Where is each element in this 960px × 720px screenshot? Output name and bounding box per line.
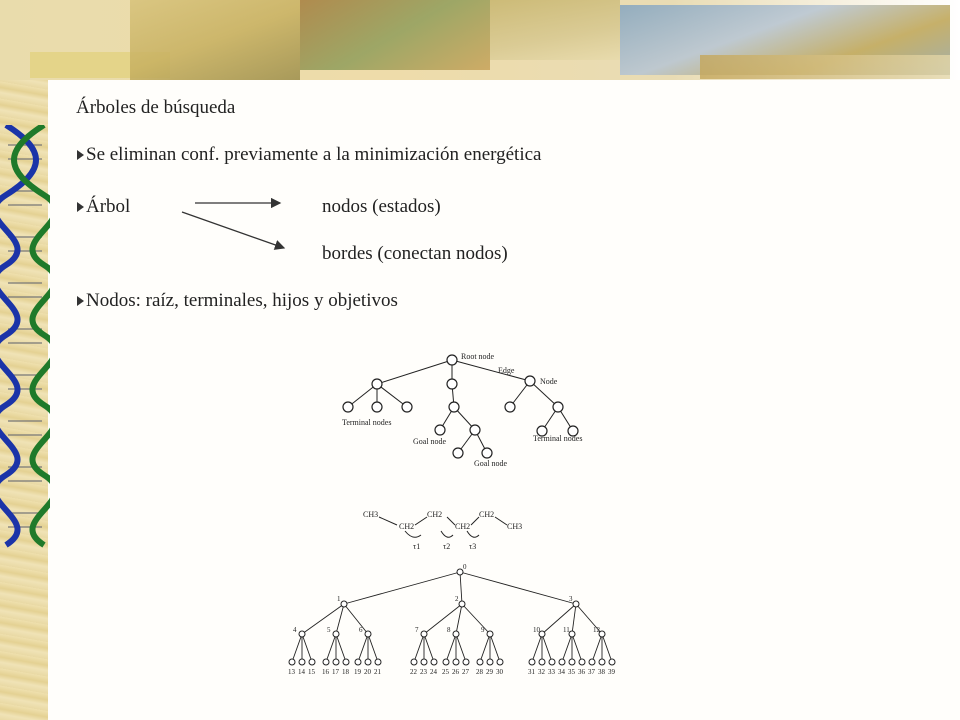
tree-leaf-circle [411, 659, 417, 665]
torsion-label-2: τ2 [443, 542, 451, 551]
tree-leaf-circle [497, 659, 503, 665]
arrow-bullet-icon [77, 202, 84, 212]
tree-leaf-label: 31 [528, 668, 535, 676]
tree-leaf-circle [487, 659, 493, 665]
butane-torsion-diagram [355, 505, 555, 555]
bullet-eliminate: Se eliminan conf. previamente a la minimización energética [86, 144, 542, 165]
tree-node-level2-label: 5 [327, 626, 331, 634]
tree-leaf-label: 23 [420, 668, 427, 676]
tree-leaf-label: 35 [568, 668, 575, 676]
tree-leaf-label: 26 [452, 668, 459, 676]
tree-leaf-label: 32 [538, 668, 545, 676]
tree-leaf-circle [333, 659, 339, 665]
tree-node-level1-circle [573, 601, 579, 607]
tree-node-level2-label: 6 [359, 626, 363, 634]
tree-leaf-circle [549, 659, 555, 665]
terminal-nodes-right-label: Terminal nodes [533, 434, 583, 443]
tree-leaf-label: 33 [548, 668, 555, 676]
tree-leaf-label: 30 [496, 668, 503, 676]
tree-leaf-circle [289, 659, 295, 665]
tree-leaf-label: 24 [430, 668, 437, 676]
group-ch3-left: CH3 [363, 510, 379, 519]
tree-leaf-label: 29 [486, 668, 493, 676]
tree-leaf-circle [599, 659, 605, 665]
branch-edges-text: bordes (conectan nodos) [322, 243, 508, 264]
tree-node-level2-label: 11 [563, 626, 570, 634]
tree-leaf-label: 22 [410, 668, 417, 676]
goal-node-label-1: Goal node [413, 437, 447, 446]
arrow-bullet-icon [77, 150, 84, 160]
tree-leaf-label: 36 [578, 668, 585, 676]
tree-leaf-circle [453, 659, 459, 665]
edge-label: Edge [498, 366, 515, 375]
tree-leaf-circle [559, 659, 565, 665]
tree-leaf-label: 16 [322, 668, 329, 676]
tree-leaf-label: 19 [354, 668, 361, 676]
tree-leaf-circle [343, 659, 349, 665]
numbered-search-tree [280, 562, 640, 684]
tree-node-level1-circle [341, 601, 347, 607]
leaf-photo-banner [0, 0, 960, 80]
tree-leaf-label: 27 [462, 668, 469, 676]
tree-leaf-circle [309, 659, 315, 665]
tree-leaf-circle [579, 659, 585, 665]
tree-node-level2-circle [333, 631, 339, 637]
tree-leaf-label: 18 [342, 668, 349, 676]
tree-leaf-circle [569, 659, 575, 665]
tree-node-level2-circle [487, 631, 493, 637]
bullet-arbol: Árbol [86, 196, 131, 217]
tree-leaf-circle [421, 659, 427, 665]
arrow-bullet-icon [77, 296, 84, 306]
tree-node-level2-label: 9 [481, 626, 485, 634]
tree-node-level2-circle [453, 631, 459, 637]
tree-leaf-label: 38 [598, 668, 605, 676]
tree-leaf-label: 20 [364, 668, 371, 676]
group-ch3-right: CH3 [507, 522, 523, 531]
torsion-label-1: τ1 [413, 542, 421, 551]
bullet-nodos: Nodos: raíz, terminales, hijos y objetivos [86, 290, 398, 311]
tree-leaf-circle [477, 659, 483, 665]
tree-leaf-label: 13 [288, 668, 295, 676]
branch-arrows [180, 190, 300, 260]
tree-leaf-label: 21 [374, 668, 381, 676]
tree-node-level1-label: 3 [569, 595, 573, 603]
tree-leaf-circle [375, 659, 381, 665]
tree-node-level2-circle [365, 631, 371, 637]
group-ch2-2: CH2 [427, 510, 443, 519]
tree-leaf-label: 25 [442, 668, 449, 676]
tree-leaf-circle [443, 659, 449, 665]
tree-node-level1-label: 1 [337, 595, 341, 603]
group-ch2-4: CH2 [479, 510, 495, 519]
group-ch2-1: CH2 [399, 522, 415, 531]
tree-node-level2-circle [569, 631, 575, 637]
tree-node-level2-label: 7 [415, 626, 419, 634]
tree-node-level2-circle [421, 631, 427, 637]
group-ch2-3: CH2 [455, 522, 471, 531]
tree-leaf-circle [299, 659, 305, 665]
tree-leaf-label: 34 [558, 668, 565, 676]
dna-helix-icon [0, 125, 50, 555]
tree-leaf-circle [539, 659, 545, 665]
tree-node-level2-label: 12 [593, 626, 600, 634]
goal-node-label-2: Goal node [474, 459, 508, 468]
tree-node-root-label: 0 [463, 563, 467, 571]
slide-title: Árboles de búsqueda [76, 97, 236, 118]
tree-leaf-label: 15 [308, 668, 315, 676]
tree-leaf-label: 39 [608, 668, 615, 676]
root-node-label: Root node [461, 352, 495, 361]
tree-node-level2-label: 4 [293, 626, 297, 634]
tree-leaf-label: 28 [476, 668, 483, 676]
tree-leaf-circle [529, 659, 535, 665]
node-label: Node [540, 377, 558, 386]
tree-node-level1-circle [459, 601, 465, 607]
tree-leaf-circle [589, 659, 595, 665]
tree-leaf-circle [355, 659, 361, 665]
tree-leaf-circle [431, 659, 437, 665]
tree-leaf-label: 14 [298, 668, 305, 676]
tree-node-level2-label: 10 [533, 626, 540, 634]
tree-leaf-circle [323, 659, 329, 665]
tree-leaf-circle [365, 659, 371, 665]
tree-node-level2-label: 8 [447, 626, 451, 634]
torsion-label-3: τ3 [469, 542, 477, 551]
tree-node-level1-label: 2 [455, 595, 459, 603]
branch-nodes-text: nodos (estados) [322, 196, 441, 217]
tree-leaf-label: 37 [588, 668, 595, 676]
search-tree-diagram [330, 345, 620, 475]
terminal-nodes-left-label: Terminal nodes [342, 418, 392, 427]
tree-leaf-label: 17 [332, 668, 339, 676]
tree-leaf-circle [609, 659, 615, 665]
tree-leaf-circle [463, 659, 469, 665]
tree-node-level2-circle [299, 631, 305, 637]
